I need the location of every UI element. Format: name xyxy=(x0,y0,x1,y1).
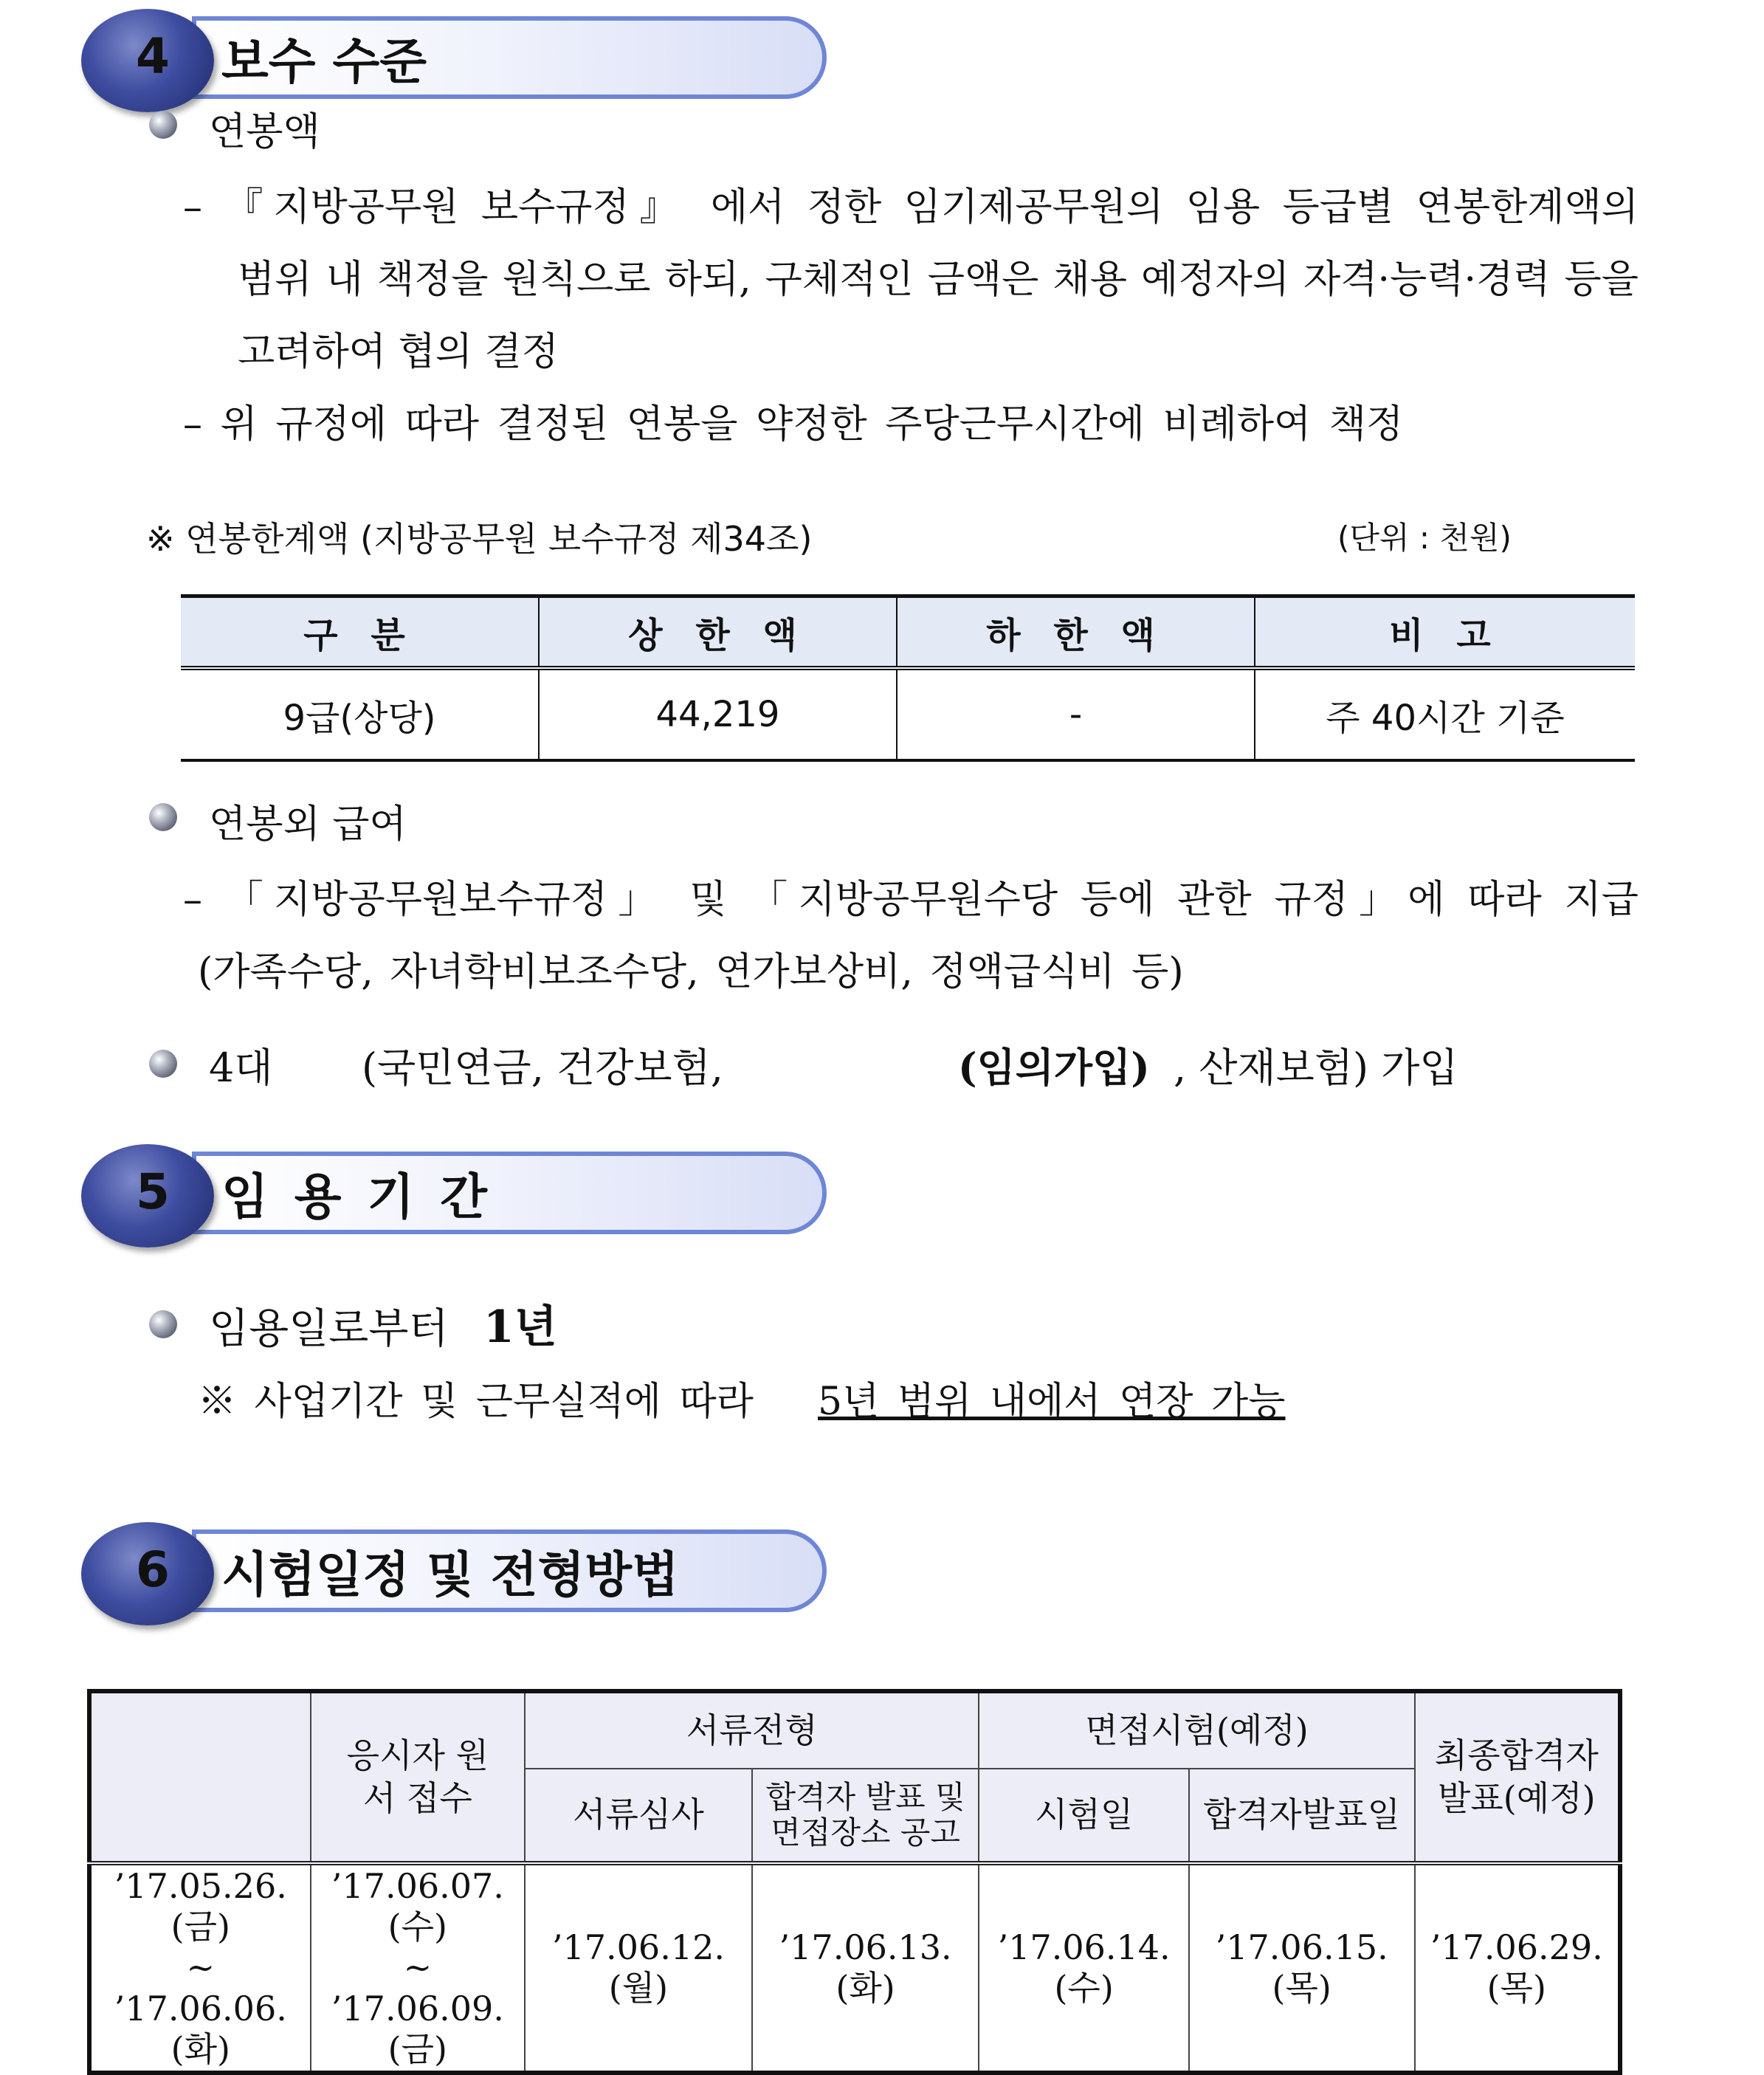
salary-line-3: 고려하여 협의 결정 xyxy=(238,330,559,374)
cell-document-review: ’17.06.12.(월) xyxy=(525,1863,752,2073)
cell-result-date: ’17.06.15.(목) xyxy=(1189,1863,1415,2073)
cell-upper-limit: 44,219 xyxy=(539,668,897,760)
insurance-prefix: 4대 xyxy=(209,1045,273,1091)
period-extension: 5년 범위 내에서 연장 가능 xyxy=(818,1380,1286,1424)
header-category: 구 분 xyxy=(181,596,539,669)
header-final-line-1: 최종합격자 xyxy=(1434,1735,1599,1775)
header-exam-date: 시험일 xyxy=(979,1769,1188,1863)
bullet-icon xyxy=(149,803,177,831)
header-final-line-2: 발표(예정) xyxy=(1437,1778,1596,1818)
section-title: 보수 수준 xyxy=(221,33,427,90)
section-5-header xyxy=(81,1144,827,1255)
schedule-header-top xyxy=(89,1691,1620,1769)
cell-final-result: ’17.06.29.(목) xyxy=(1415,1863,1620,2073)
application-start: ’17.06.07.(수) xyxy=(331,1866,504,1947)
application-end: ’17.06.09.(금) xyxy=(331,1988,504,2069)
section-number: 6 xyxy=(136,1541,170,1598)
header-lower-limit: 하 한 액 xyxy=(897,596,1255,669)
application-tilde: ~ xyxy=(403,1947,433,1988)
section-title: 임 용 기 간 xyxy=(221,1169,492,1225)
period-value: 1년 xyxy=(483,1301,557,1353)
cell-lower-limit: - xyxy=(897,668,1255,760)
table-row xyxy=(181,668,1635,760)
bullet-icon xyxy=(149,1310,177,1338)
cell-grade: 9급(상당) xyxy=(181,668,539,760)
header-pass-announce-line-1: 합격자 발표 및 xyxy=(765,1778,965,1815)
section-number: 4 xyxy=(136,28,170,85)
salary-table-header xyxy=(181,596,1635,669)
insurance-optional: (임의가입) xyxy=(958,1044,1150,1091)
salary-heading: 연봉액 xyxy=(209,110,320,154)
bullet-icon xyxy=(149,1050,177,1078)
salary-table xyxy=(181,594,1635,762)
salary-limit-note: ※ 연봉한계액 (지방공무원 보수규정 제34조) xyxy=(146,519,813,559)
cell-exam-date: ’17.06.14.(수) xyxy=(979,1863,1188,2073)
period-prefix: 임용일로부터 xyxy=(209,1305,449,1353)
salary-line-1: – 『지방공무원 보수규정』 에서 정한 임기제공무원의 임용 등급별 연봉한계액의 xyxy=(183,185,1639,230)
header-document-review: 서류심사 xyxy=(525,1769,752,1863)
schedule-table xyxy=(87,1689,1622,2075)
header-pass-announce xyxy=(752,1769,979,1863)
extra-pay-heading: 연봉외 급여 xyxy=(209,802,407,847)
section-4-header xyxy=(81,9,827,120)
header-final-result xyxy=(1415,1691,1620,1863)
salary-line-2: 범위 내 책정을 원칙으로 하되, 구체적인 금액은 채용 예정자의 자격·능력·경력 등을 xyxy=(238,258,1639,302)
cell-remarks: 주 40시간 기준 xyxy=(1255,668,1635,760)
header-application-label: 응시자 원서 접수 xyxy=(346,1735,489,1818)
bullet-icon xyxy=(149,111,177,139)
header-application xyxy=(311,1691,526,1863)
header-period xyxy=(89,1691,311,1863)
insurance-suffix: , 산재보험) 가입 xyxy=(1174,1045,1458,1091)
header-remarks: 비 고 xyxy=(1255,596,1635,669)
salary-line-4: – 위 규정에 따라 결정된 연봉을 약정한 주당근무시간에 비례하여 책정 xyxy=(183,402,1404,447)
section-number: 5 xyxy=(136,1163,170,1220)
period-note: ※ 사업기간 및 근무실적에 따라 xyxy=(198,1380,754,1424)
cell-application xyxy=(311,1863,526,2073)
period-tilde: ~ xyxy=(186,1947,216,1988)
header-interview: 면접시험(예정) xyxy=(979,1691,1414,1769)
table-row xyxy=(89,1863,1620,2073)
period-start: ’17.05.26.(금) xyxy=(114,1866,287,1947)
unit-note: (단위 : 천원) xyxy=(1337,520,1512,556)
header-pass-announce-line-2: 면접장소 공고 xyxy=(771,1814,960,1851)
header-result-date: 합격자발표일 xyxy=(1189,1769,1415,1863)
section-6-header xyxy=(81,1522,827,1633)
header-upper-limit: 상 한 액 xyxy=(539,596,897,669)
header-document-screening: 서류전형 xyxy=(525,1691,979,1769)
insurance-middle: (국민연금, 건강보험, xyxy=(362,1045,723,1091)
extra-pay-line-2: (가족수당, 자녀학비보조수당, 연가보상비, 정액급식비 등) xyxy=(198,950,1184,994)
cell-period xyxy=(89,1863,311,2073)
extra-pay-line-1: – 「지방공무원보수규정」 및 「지방공무원수당 등에 관한 규정」에 따라 지급 xyxy=(183,878,1639,922)
section-title: 시험일정 및 전형방법 xyxy=(221,1546,679,1603)
cell-pass-announce: ’17.06.13.(화) xyxy=(752,1863,979,2073)
period-end: ’17.06.06.(화) xyxy=(114,1988,287,2069)
